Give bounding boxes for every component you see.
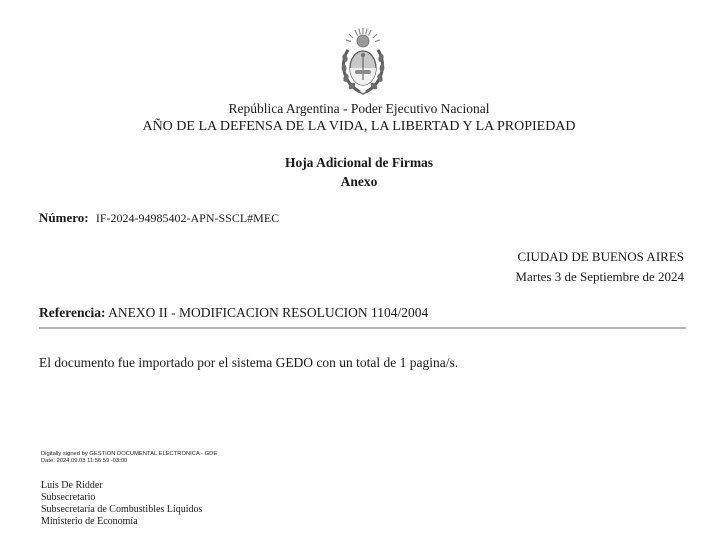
government-line: República Argentina - Poder Ejecutivo Nacional — [228, 101, 490, 116]
argentina-coat-of-arms-icon — [336, 26, 390, 96]
document-number — [39, 210, 279, 226]
city: CIUDAD DE BUENOS AIRES — [517, 249, 684, 264]
signer-office: Subsecretaría de Combustibles Líquidos — [41, 504, 203, 515]
reference — [39, 305, 428, 321]
body-text: El documento fue importado por el sistema GEDO con un total de 1 pagina/s. — [39, 355, 459, 370]
signer-name: Luis De Ridder — [41, 480, 103, 491]
document-number-label: Número: — [39, 210, 89, 225]
signer-role: Subsecretario — [41, 492, 96, 503]
divider — [39, 327, 686, 329]
document-date: Martes 3 de Septiembre de 2024 — [515, 269, 684, 284]
signer-ministry: Ministerio de Economía — [41, 516, 138, 527]
sheet-title: Hoja Adicional de Firmas — [284, 155, 434, 170]
reference-value: ANEXO II - MODIFICACION RESOLUCION 1104/2004 — [108, 305, 429, 320]
reference-label: Referencia: — [39, 305, 106, 320]
digital-signature-date: Date: 2024.09.03 11:56:59 -03:00 — [41, 458, 128, 464]
year-motto: AÑO DE LA DEFENSA DE LA VIDA, LA LIBERTAD Y LA PROPIEDAD — [142, 119, 576, 134]
document-number-value: IF-2024-94985402-APN-SSCL#MEC — [95, 211, 280, 225]
digital-signature-signed-by: Digitally signed by GESTION DOCUMENTAL ELECTRONICA - GDE — [41, 451, 218, 457]
sheet-subtitle: Anexo — [340, 174, 378, 189]
